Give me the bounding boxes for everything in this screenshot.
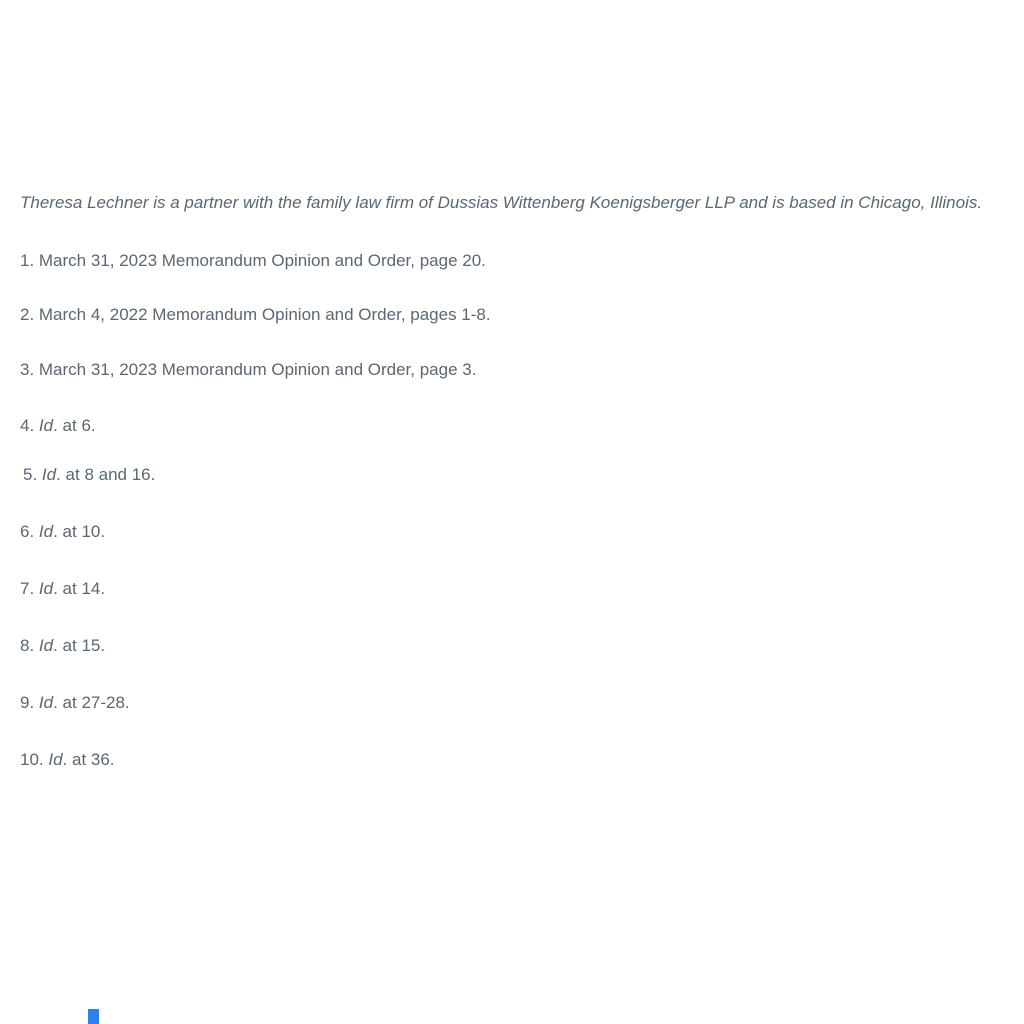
footnote-text: 4. — [20, 416, 39, 435]
footnote-id-citation: Id — [38, 416, 54, 435]
footnote-item — [20, 747, 1004, 772]
footnote-item — [20, 633, 1004, 658]
footnote-text: 1. March 31, 2023 Memorandum Opinion and Order, page 20. — [20, 251, 486, 270]
footnote-item — [20, 690, 1004, 715]
footnote-text: 10. — [20, 750, 49, 769]
footnote-item — [20, 462, 1004, 487]
footnote-id-citation: Id — [38, 636, 54, 655]
footnote-text-post: . at 6. — [53, 416, 96, 435]
footnote-text: 7. — [20, 579, 39, 598]
footnote-id-citation: Id — [48, 750, 63, 769]
footnote-id-citation: Id — [38, 579, 54, 598]
footnote-item — [20, 519, 1004, 544]
footnote-id-citation: Id — [41, 465, 57, 484]
footnote-item — [20, 357, 1004, 382]
footnote-text-post: . at 36. — [62, 750, 115, 769]
footnote-id-citation: Id — [38, 522, 54, 541]
footnote-item — [20, 248, 1004, 273]
footnote-text: 5. — [23, 465, 42, 484]
footnote-text: 9. — [20, 693, 39, 712]
footnote-id-citation: Id — [38, 693, 54, 712]
footnote-text: 2. March 4, 2022 Memorandum Opinion and Order, pages 1-8. — [20, 305, 491, 324]
footnote-text: 8. — [20, 636, 39, 655]
blue-corner-element[interactable] — [88, 1009, 99, 1024]
footnote-text: 6. — [20, 522, 39, 541]
footnote-item — [20, 576, 1004, 601]
footnote-text-post: . at 15. — [53, 636, 106, 655]
footnote-item — [20, 413, 1004, 438]
author-bio: Theresa Lechner is a partner with the family law firm of Dussias Wittenberg Koenigsberger LLP and is based in Chicago, Illinois. — [20, 193, 983, 212]
footnote-item — [20, 302, 1004, 327]
footnote-text-post: . at 10. — [53, 522, 106, 541]
footnote-text-post: . at 8 and 16. — [56, 465, 156, 484]
footnote-text-post: . at 27-28. — [53, 693, 130, 712]
footnote-text: 3. March 31, 2023 Memorandum Opinion and Order, page 3. — [20, 360, 477, 379]
footnote-text-post: . at 14. — [53, 579, 106, 598]
